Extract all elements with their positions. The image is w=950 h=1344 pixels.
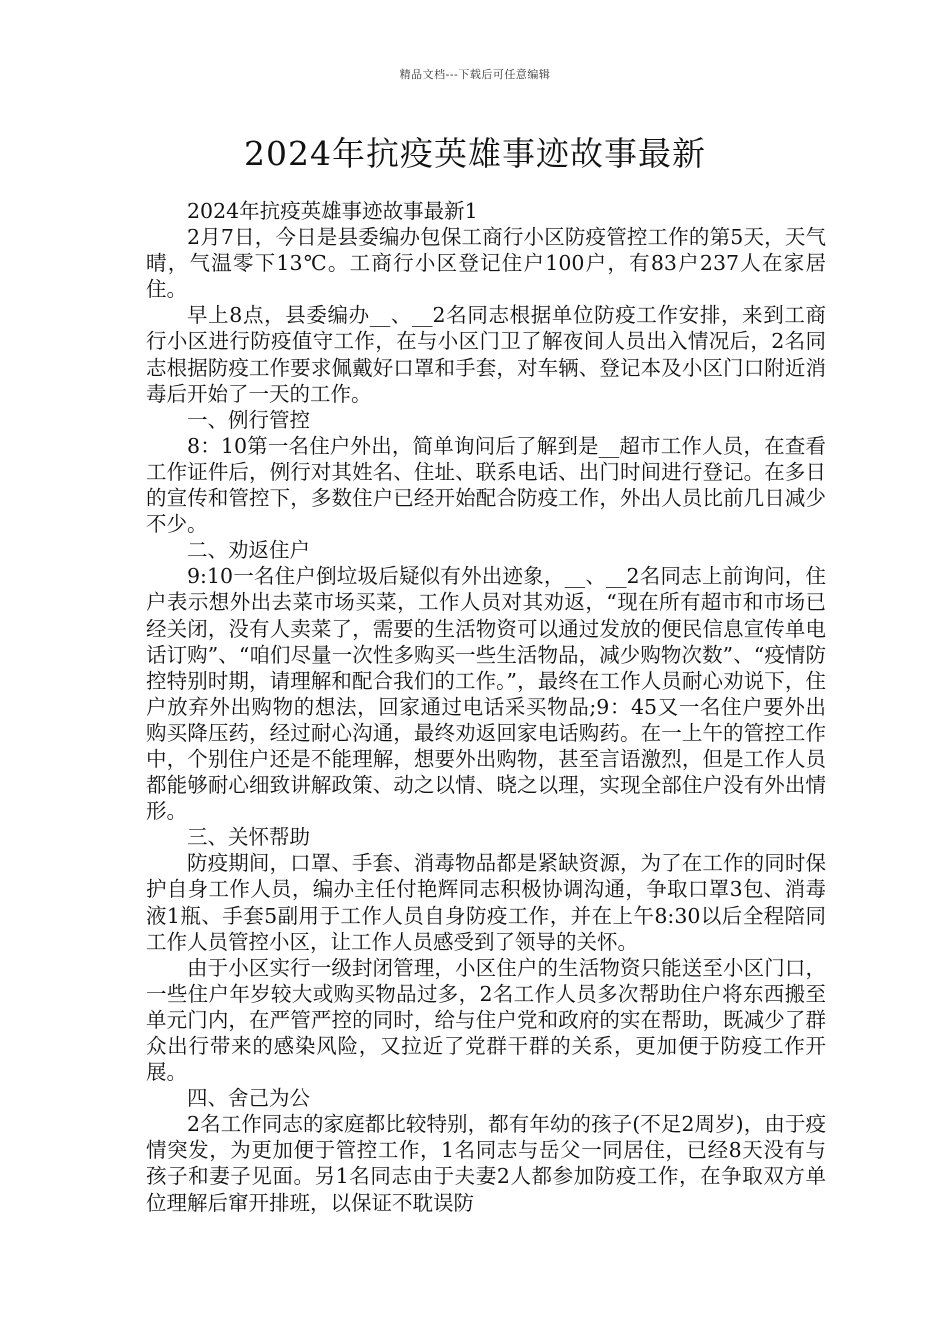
document-body <box>146 198 826 1216</box>
body-paragraph: 8：10第一名住户外出，简单询问后了解到是__超市工作人员，在查看工作证件后，例行对其姓名、住址、联系电话、出门时间进行登记。在多日的宣传和管控下，多数住户已经开始配合防疫工作，外出人员比前几日减少不少。 <box>146 433 826 537</box>
body-paragraph: 早上8点，县委编办__、__2名同志根据单位防疫工作安排，来到工商行小区进行防疫值守工作，在与小区门卫了解夜间人员出入情况后，2名同志根据防疫工作要求佩戴好口罩和手套，对车辆、登记本及小区门口附近消毒后开始了一天的工作。 <box>146 303 826 406</box>
body-paragraph: 由于小区实行一级封闭管理，小区住户的生活物资只能送至小区门口，一些住户年岁较大或购买物品过多，2名工作人员多次帮助住户将东西搬至单元门内，在严管严控的同时，给与住户党和政府的实在帮助，既减少了群众出行带来的感染风险，又拉近了党群干群的关系，更加便于防疫工作开展。 <box>146 955 826 1085</box>
body-paragraph: 9:10一名住户倒垃圾后疑似有外出迹象，__、__2名同志上前询问，住户表示想外出去菜市场买菜，工作人员对其劝返，“现在所有超市和市场已经关闭，没有人卖菜了，需要的生活物资可以通过发放的便民信息宣传单电话订购”、“咱们尽量一次性多购买一些生活物品，减少购物次数”、“疫情防控特别时期，请理解和配合我们的工作。”，最终在工作人员耐心劝说下，住户放弃外出购物的想法，回家通过电话采买物品;9：45又一名住户要外出购买降压药，经过耐心沟通，最终劝返回家电话购药。在一上午的管控工作中，个别住户还是不能理解，想要外出购物，甚至言语激烈，但是工作人员都能够耐心细致讲解政策、动之以情、晓之以理，实现全部住户没有外出情形。 <box>146 564 826 824</box>
section-heading: 三、关怀帮助 <box>187 825 310 850</box>
section-heading: 二、劝返住户 <box>187 538 310 563</box>
body-paragraph: 防疫期间，口罩、手套、消毒物品都是紧缺资源，为了在工作的同时保护自身工作人员，编办主任付艳辉同志积极协调沟通，争取口罩3包、消毒液1瓶、手套5副用于工作人员自身防疫工作，并在上午8:30以后全程陪同工作人员管控小区，让工作人员感受到了领导的关怀。 <box>146 851 826 954</box>
body-paragraph: 2月7日，今日是县委编办包保工商行小区防疫管控工作的第5天，天气晴，气温零下13℃。工商行小区登记住户100户，有83户237人在家居住。 <box>146 225 826 302</box>
subtitle-paragraph: 2024年抗疫英雄事迹故事最新1 <box>187 199 478 223</box>
section-heading: 一、例行管控 <box>187 407 310 432</box>
body-paragraph: 2名工作同志的家庭都比较特别，都有年幼的孩子(不足2周岁)，由于疫情突发，为更加便于管控工作，1名同志与岳父一同居住，已经8天没有与孩子和妻子见面。另1名同志由于夫妻2人都参加防疫工作，在争取双方单位理解后窜开排班，以保证不耽误防 <box>146 1112 826 1215</box>
section-heading: 四、舍己为公 <box>187 1086 310 1111</box>
header-note: 精品文档---下载后可任意编辑 <box>399 68 551 81</box>
document-title: 2024年抗疫英雄事迹故事最新 <box>244 134 706 173</box>
